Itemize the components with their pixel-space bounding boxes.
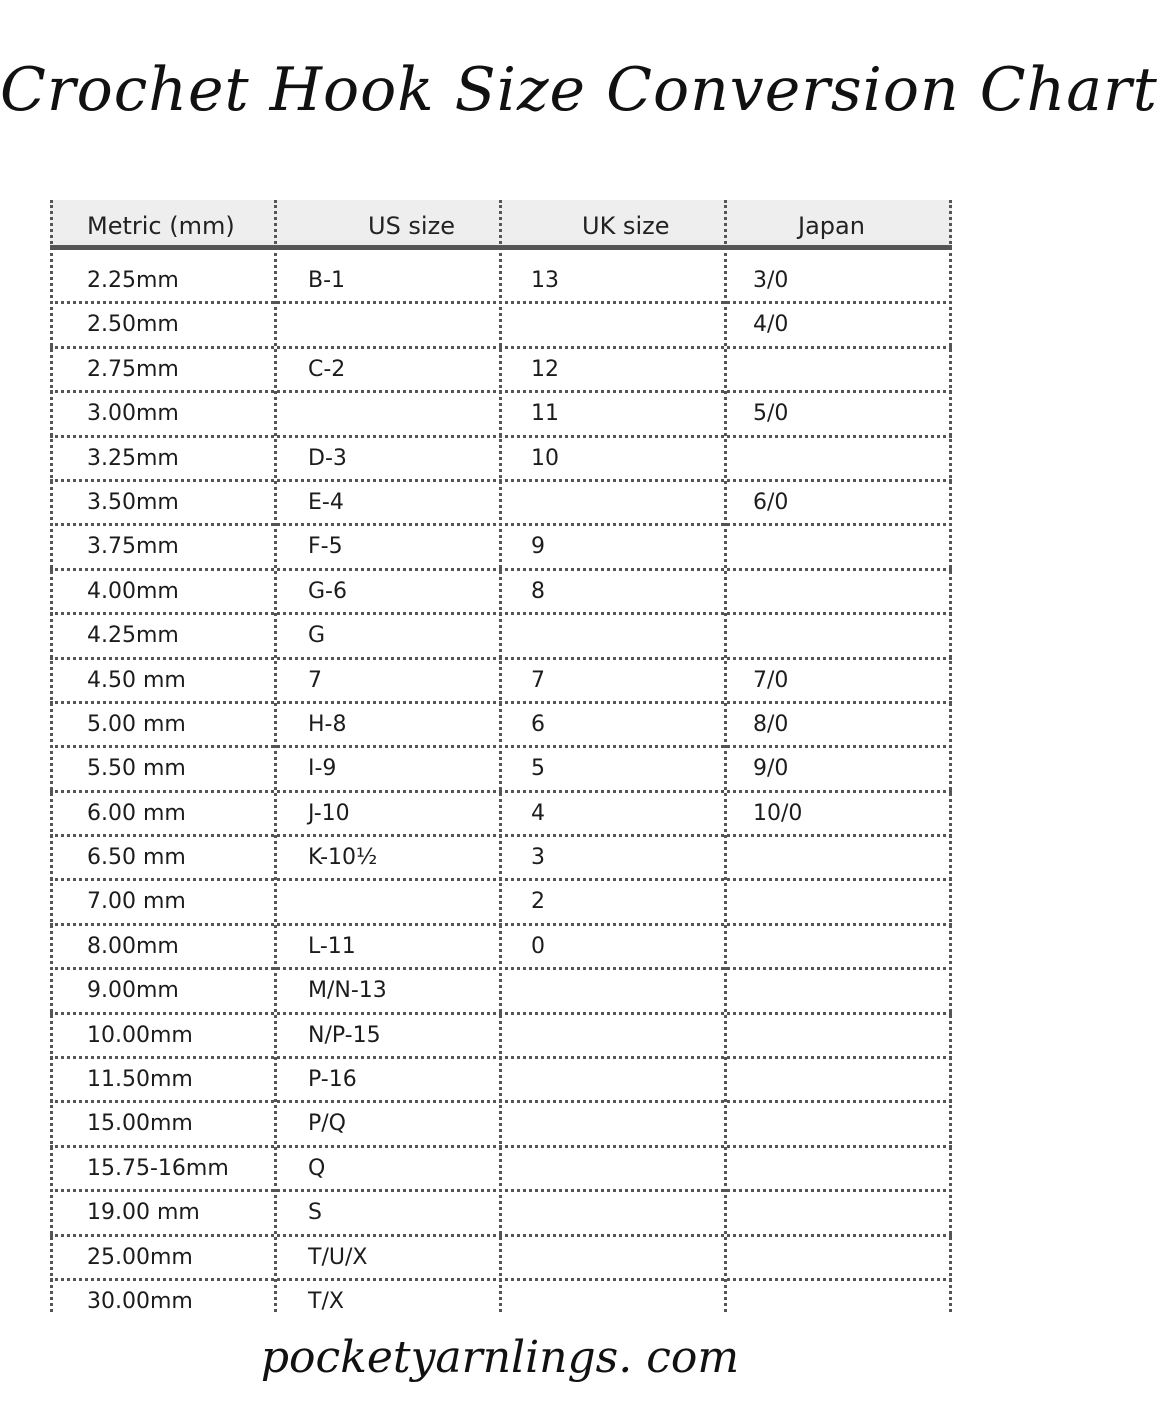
column-divider <box>949 200 952 1312</box>
metric-cell: 3.50mm <box>87 489 179 515</box>
metric-cell: 5.00 mm <box>87 711 186 737</box>
us-size-cell: P/Q <box>308 1111 346 1137</box>
metric-cell: 6.00 mm <box>87 800 186 826</box>
metric-cell: 4.00mm <box>87 578 179 604</box>
japan-cell: 6/0 <box>753 489 789 515</box>
metric-cell: 3.75mm <box>87 534 179 560</box>
japan-cell: 9/0 <box>753 756 789 782</box>
uk-size-cell: 5 <box>531 756 545 782</box>
metric-cell: 4.25mm <box>87 623 179 649</box>
uk-size-cell: 2 <box>531 889 545 915</box>
us-size-cell: C-2 <box>308 356 346 382</box>
us-size-cell: E-4 <box>308 489 344 515</box>
metric-cell: 3.00mm <box>87 401 179 427</box>
metric-cell: 15.00mm <box>87 1111 193 1137</box>
uk-size-cell: 13 <box>531 268 559 293</box>
metric-cell: 2.75mm <box>87 356 179 382</box>
us-size-cell: Q <box>308 1155 326 1181</box>
header-us-size: US size <box>368 212 455 240</box>
header-metric: Metric (mm) <box>87 212 235 240</box>
metric-cell: 5.50 mm <box>87 756 186 782</box>
uk-size-cell: 0 <box>531 933 545 959</box>
us-size-cell: 7 <box>308 667 322 693</box>
column-divider <box>499 200 502 1312</box>
us-size-cell: G <box>308 623 326 649</box>
japan-cell: 3/0 <box>753 268 789 293</box>
japan-cell: 5/0 <box>753 401 789 427</box>
metric-cell: 25.00mm <box>87 1244 193 1270</box>
metric-cell: 9.00mm <box>87 978 179 1004</box>
metric-cell: 30.00mm <box>87 1288 193 1314</box>
us-size-cell: I-9 <box>308 756 337 782</box>
japan-cell: 7/0 <box>753 667 789 693</box>
header-uk-size: UK size <box>582 212 670 240</box>
us-size-cell: L-11 <box>308 933 356 959</box>
metric-cell: 15.75-16mm <box>87 1155 229 1181</box>
us-size-cell: B-1 <box>308 268 346 293</box>
metric-cell: 2.50mm <box>87 312 179 338</box>
uk-size-cell: 11 <box>531 401 559 427</box>
us-size-cell: D-3 <box>308 445 347 471</box>
us-size-cell: K-10½ <box>308 845 378 871</box>
site-url: pocketyarnlings. com <box>260 1332 740 1383</box>
metric-cell: 19.00 mm <box>87 1200 200 1226</box>
conversion-table <box>50 200 952 1312</box>
metric-cell: 2.25mm <box>87 268 179 293</box>
uk-size-cell: 3 <box>531 845 545 871</box>
uk-size-cell: 4 <box>531 800 545 826</box>
column-divider <box>724 200 727 1312</box>
us-size-cell: M/N-13 <box>308 978 387 1004</box>
uk-size-cell: 12 <box>531 356 559 382</box>
japan-cell: 8/0 <box>753 711 789 737</box>
metric-cell: 7.00 mm <box>87 889 186 915</box>
column-divider <box>50 200 53 1312</box>
metric-cell: 8.00mm <box>87 933 179 959</box>
us-size-cell: N/P-15 <box>308 1022 381 1048</box>
uk-size-cell: 7 <box>531 667 545 693</box>
us-size-cell: J-10 <box>308 800 350 826</box>
us-size-cell: T/U/X <box>308 1244 368 1270</box>
metric-cell: 10.00mm <box>87 1022 193 1048</box>
page-title: Crochet Hook Size Conversion Chart <box>0 55 1158 125</box>
us-size-cell: G-6 <box>308 578 347 604</box>
uk-size-cell: 10 <box>531 445 559 471</box>
header-japan: Japan <box>798 212 865 240</box>
metric-cell: 4.50 mm <box>87 667 186 693</box>
us-size-cell: T/X <box>308 1288 344 1314</box>
us-size-cell: F-5 <box>308 534 343 560</box>
column-divider <box>274 200 277 1312</box>
metric-cell: 3.25mm <box>87 445 179 471</box>
us-size-cell: H-8 <box>308 711 347 737</box>
uk-size-cell: 6 <box>531 711 545 737</box>
japan-cell: 10/0 <box>753 800 803 826</box>
us-size-cell: P-16 <box>308 1067 357 1093</box>
uk-size-cell: 8 <box>531 578 545 604</box>
japan-cell: 4/0 <box>753 312 789 338</box>
uk-size-cell: 9 <box>531 534 545 560</box>
metric-cell: 6.50 mm <box>87 845 186 871</box>
us-size-cell: S <box>308 1200 322 1226</box>
metric-cell: 11.50mm <box>87 1067 193 1093</box>
